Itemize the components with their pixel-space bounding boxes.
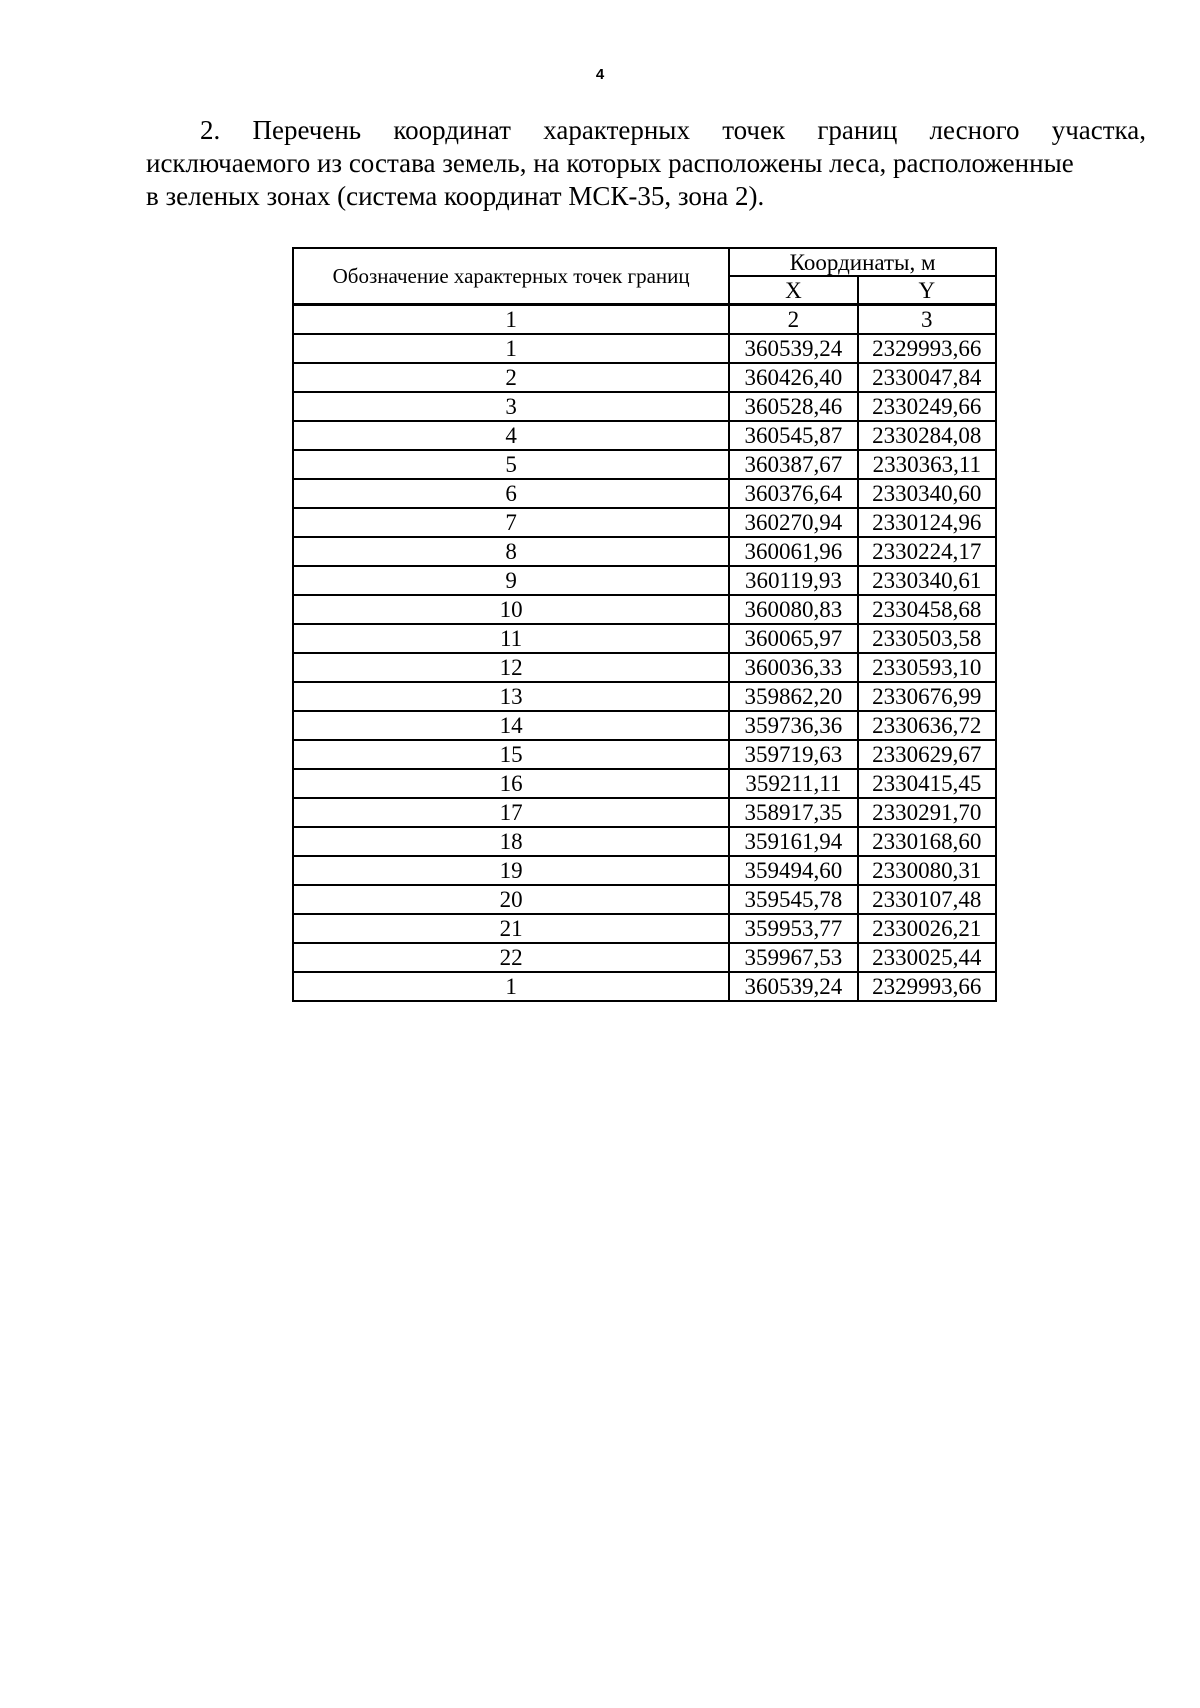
y-cell: 2330676,99 — [858, 682, 996, 711]
y-cell: 2330340,60 — [858, 479, 996, 508]
point-cell: 14 — [293, 711, 729, 740]
x-cell: 359967,53 — [729, 943, 857, 972]
x-cell: 360426,40 — [729, 363, 857, 392]
point-cell: 2 — [293, 363, 729, 392]
y-cell: 2330363,11 — [858, 450, 996, 479]
table-row — [293, 334, 996, 363]
y-cell: 2330636,72 — [858, 711, 996, 740]
page-number: 4 — [595, 66, 605, 83]
y-cell: 2330107,48 — [858, 885, 996, 914]
y-cell: 2330629,67 — [858, 740, 996, 769]
y-cell: 2330124,96 — [858, 508, 996, 537]
point-cell: 4 — [293, 421, 729, 450]
y-cell: 2330458,68 — [858, 595, 996, 624]
table-row — [293, 537, 996, 566]
table-row — [293, 856, 996, 885]
table-row — [293, 740, 996, 769]
table-row — [293, 595, 996, 624]
intro-paragraph — [146, 114, 1146, 213]
x-cell: 360376,64 — [729, 479, 857, 508]
x-cell: 360119,93 — [729, 566, 857, 595]
y-cell: 2330168,60 — [858, 827, 996, 856]
point-cell: 3 — [293, 392, 729, 421]
y-cell: 2330249,66 — [858, 392, 996, 421]
table-row — [293, 450, 996, 479]
x-cell: 360061,96 — [729, 537, 857, 566]
x-cell: 359736,36 — [729, 711, 857, 740]
table-row — [293, 972, 996, 1001]
x-cell: 359719,63 — [729, 740, 857, 769]
y-cell: 2329993,66 — [858, 972, 996, 1001]
table-row — [293, 566, 996, 595]
x-cell: 360270,94 — [729, 508, 857, 537]
x-cell: 359953,77 — [729, 914, 857, 943]
x-cell: 360545,87 — [729, 421, 857, 450]
table-row — [293, 885, 996, 914]
table-row — [293, 508, 996, 537]
point-cell: 18 — [293, 827, 729, 856]
column-number: 2 — [729, 305, 857, 335]
point-cell: 5 — [293, 450, 729, 479]
table-row — [293, 653, 996, 682]
y-cell: 2330047,84 — [858, 363, 996, 392]
x-header: X — [729, 276, 857, 305]
point-label-header: Обозначение характерных точек границ — [293, 248, 729, 305]
x-cell: 360387,67 — [729, 450, 857, 479]
point-cell: 6 — [293, 479, 729, 508]
table-row — [293, 624, 996, 653]
x-cell: 360065,97 — [729, 624, 857, 653]
y-cell: 2330284,08 — [858, 421, 996, 450]
column-number-row — [293, 305, 996, 335]
point-cell: 8 — [293, 537, 729, 566]
column-number: 1 — [293, 305, 729, 335]
x-cell: 359545,78 — [729, 885, 857, 914]
y-cell: 2330291,70 — [858, 798, 996, 827]
x-cell: 359862,20 — [729, 682, 857, 711]
y-cell: 2330025,44 — [858, 943, 996, 972]
y-cell: 2330415,45 — [858, 769, 996, 798]
point-cell: 13 — [293, 682, 729, 711]
point-cell: 22 — [293, 943, 729, 972]
table-row — [293, 711, 996, 740]
point-cell: 20 — [293, 885, 729, 914]
point-cell: 11 — [293, 624, 729, 653]
x-cell: 359211,11 — [729, 769, 857, 798]
table-row — [293, 421, 996, 450]
table-row — [293, 943, 996, 972]
intro-line-3: в зеленых зонах (система координат МСК-35, зона 2). — [146, 181, 765, 211]
x-cell: 360539,24 — [729, 972, 857, 1001]
point-cell: 1 — [293, 972, 729, 1001]
point-cell: 19 — [293, 856, 729, 885]
point-cell: 12 — [293, 653, 729, 682]
point-cell: 15 — [293, 740, 729, 769]
x-cell: 360528,46 — [729, 392, 857, 421]
point-cell: 7 — [293, 508, 729, 537]
table-row — [293, 682, 996, 711]
column-number: 3 — [858, 305, 996, 335]
table-row — [293, 363, 996, 392]
point-cell: 1 — [293, 334, 729, 363]
x-cell: 360036,33 — [729, 653, 857, 682]
table-row — [293, 798, 996, 827]
intro-line-1: 2. Перечень координат характерных точек границ лесного участка, — [200, 115, 1146, 145]
y-cell: 2330340,61 — [858, 566, 996, 595]
x-cell: 359494,60 — [729, 856, 857, 885]
y-cell: 2330503,58 — [858, 624, 996, 653]
table-row — [293, 914, 996, 943]
x-cell: 360539,24 — [729, 334, 857, 363]
y-cell: 2330224,17 — [858, 537, 996, 566]
point-cell: 10 — [293, 595, 729, 624]
x-cell: 359161,94 — [729, 827, 857, 856]
x-cell: 360080,83 — [729, 595, 857, 624]
point-cell: 17 — [293, 798, 729, 827]
intro-line-2: исключаемого из состава земель, на которых расположены леса, расположенные — [146, 148, 1074, 178]
y-cell: 2330026,21 — [858, 914, 996, 943]
x-cell: 358917,35 — [729, 798, 857, 827]
table-row — [293, 769, 996, 798]
point-cell: 9 — [293, 566, 729, 595]
coordinates-table — [292, 247, 997, 1002]
coordinates-header: Координаты, м — [729, 248, 996, 276]
table-row — [293, 392, 996, 421]
y-cell: 2330080,31 — [858, 856, 996, 885]
point-cell: 21 — [293, 914, 729, 943]
table-row — [293, 479, 996, 508]
y-header: Y — [858, 276, 996, 305]
table-row — [293, 827, 996, 856]
point-cell: 16 — [293, 769, 729, 798]
y-cell: 2329993,66 — [858, 334, 996, 363]
y-cell: 2330593,10 — [858, 653, 996, 682]
